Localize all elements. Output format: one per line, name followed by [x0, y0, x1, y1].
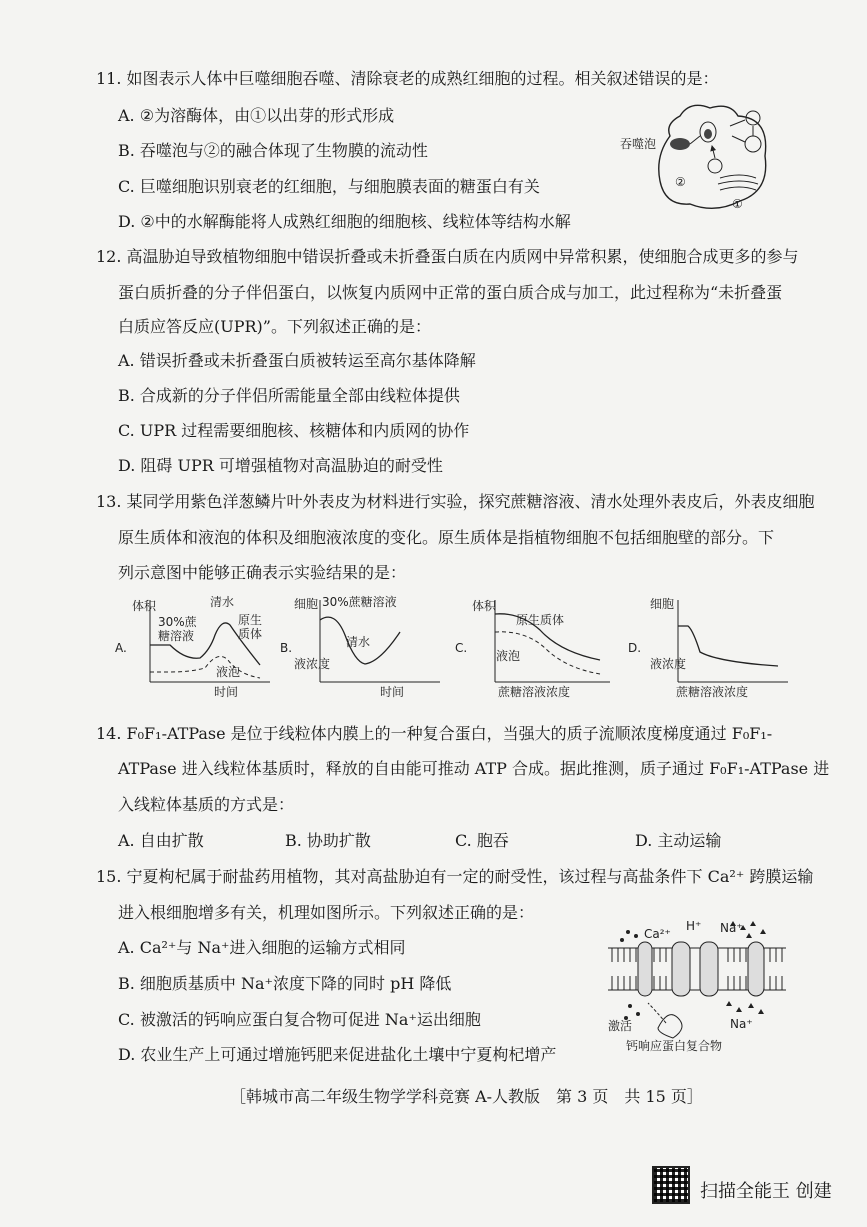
q14-option-c: C. 胞吞: [455, 831, 509, 850]
q15-stem-line-1: 15. 宁夏枸杞属于耐盐药用植物，其对高盐胁迫有一定的耐受性，该过程与高盐条件下 Ca²⁺ 跨膜运输: [96, 867, 814, 886]
page-footer: ［韩城市高二年级生物学学科竞赛 A-人教版 第 3 页 共 15 页］: [230, 1087, 703, 1106]
chart-c-xlabel: 蔗糖溶液浓度: [498, 685, 571, 699]
q14-stem-line-3: 入线粒体基质的方式是：: [118, 795, 295, 814]
q15-membrane-figure: [608, 918, 786, 1058]
q15-complex-label: 钙响应蛋白复合物: [626, 1039, 723, 1053]
chart-a-text-1: 30%蔗: [158, 615, 197, 629]
q12-stem-line-2: 蛋白质折叠的分子伴侣蛋白，以恢复内质网中正常的蛋白质合成与加工，此过程称为“未折叠蛋: [118, 283, 783, 302]
chart-c-letter: C.: [455, 641, 468, 655]
q15-na-top-label: Na⁺: [720, 921, 743, 935]
chart-a-text-3: 清水: [210, 595, 235, 609]
chart-d-ylabel-1: 细胞: [650, 597, 675, 611]
chart-a-text-6: 液泡: [216, 665, 241, 679]
scanner-watermark: 扫描全能王 创建: [700, 1181, 832, 1202]
chart-d-letter: D.: [628, 641, 642, 655]
q11-option-b: B. 吞噬泡与②的融合体现了生物膜的流动性: [118, 141, 428, 160]
chart-b-text-1: 30%蔗糖溶液: [322, 595, 397, 609]
q12-option-c: C. UPR 过程需要细胞核、核糖体和内质网的协作: [118, 421, 470, 440]
q11-label-2: ②: [675, 175, 686, 189]
q15-stem-line-2: 进入根细胞增多有关，机理如图所示。下列叙述正确的是：: [118, 903, 535, 922]
q15-option-b: B. 细胞质基质中 Na⁺浓度下降的同时 pH 降低: [118, 974, 452, 993]
chart-a-ylabel: 体积: [132, 599, 157, 613]
q15-activate-label: 激活: [608, 1019, 633, 1033]
q15-option-d: D. 农业生产上可通过增施钙肥来促进盐化土壤中宁夏枸杞增产: [118, 1045, 557, 1064]
q12-option-d: D. 阻碍 UPR 可增强植物对高温胁迫的耐受性: [118, 456, 443, 475]
q11-option-c: C. 巨噬细胞识别衰老的红细胞，与细胞膜表面的糖蛋白有关: [118, 177, 540, 196]
chart-a-xlabel: 时间: [214, 685, 239, 699]
q14-stem-line-2: ATPase 进入线粒体基质时，释放的自由能可推动 ATP 合成。据此推测，质子通过 F₀F₁-ATPase 进: [118, 759, 830, 778]
q13-chart-c: [450, 590, 620, 700]
chart-b-ylabel-1: 细胞: [294, 597, 319, 611]
q14-option-a: A. 自由扩散: [118, 831, 204, 850]
q13-chart-d: [628, 590, 798, 700]
chart-b-xlabel: 时间: [380, 685, 405, 699]
q15-na-bottom-label: Na⁺: [730, 1017, 753, 1031]
chart-d-xlabel: 蔗糖溶液浓度: [676, 685, 749, 699]
q13-stem-line-1: 13. 某同学用紫色洋葱鳞片叶外表皮为材料进行实验，探究蔗糖溶液、清水处理外表皮后，外表皮细胞: [96, 492, 815, 511]
chart-c-text-2: 液泡: [496, 649, 521, 663]
q13-stem-line-2: 原生质体和液泡的体积及细胞液浓度的变化。原生质体是指植物细胞不包括细胞壁的部分。下: [118, 528, 775, 547]
q15-option-c: C. 被激活的钙响应蛋白复合物可促进 Na⁺运出细胞: [118, 1010, 481, 1029]
q15-option-a: A. Ca²⁺与 Na⁺进入细胞的运输方式相同: [118, 938, 406, 957]
q13-chart-a: [110, 590, 280, 700]
q14-stem-line-1: 14. F₀F₁-ATPase 是位于线粒体内膜上的一种复合蛋白，当强大的质子流顺浓度梯度通过 F₀F₁-: [96, 724, 773, 743]
q13-chart-b: [280, 590, 450, 700]
chart-b-text-2: 清水: [346, 635, 371, 649]
chart-a-text-5: 质体: [238, 627, 263, 641]
q11-phagosome-label: 吞噬泡: [620, 137, 657, 151]
q13-stem-line-3: 列示意图中能够正确表示实验结果的是：: [118, 563, 407, 582]
q11-option-d: D. ②中的水解酶能将人成熟红细胞的细胞核、线粒体等结构水解: [118, 212, 571, 231]
chart-c-ylabel: 体积: [472, 599, 497, 613]
chart-b-letter: B.: [280, 641, 293, 655]
q15-h-label: H⁺: [686, 919, 702, 933]
chart-d-ylabel-2: 液浓度: [650, 657, 687, 671]
qr-code-icon: [652, 1166, 690, 1204]
chart-a-text-2: 糖溶液: [158, 629, 195, 643]
chart-c-text-1: 原生质体: [516, 613, 565, 627]
q11-stem: 11. 如图表示人体中巨噬细胞吞噬、清除衰老的成熟红细胞的过程。相关叙述错误的是：: [96, 69, 719, 88]
q12-stem-line-1: 12. 高温胁迫导致植物细胞中错误折叠或未折叠蛋白质在内质网中异常积累，使细胞合成更多的参与: [96, 247, 799, 266]
q11-macrophage-figure: [620, 96, 780, 216]
chart-b-ylabel-2: 液浓度: [294, 657, 331, 671]
q15-ca-label: Ca²⁺: [644, 927, 671, 941]
chart-a-letter: A.: [115, 641, 127, 655]
q12-option-b: B. 合成新的分子伴侣所需能量全部由线粒体提供: [118, 386, 460, 405]
q12-option-a: A. 错误折叠或未折叠蛋白质被转运至高尔基体降解: [118, 351, 476, 370]
q12-stem-line-3: 白质应答反应(UPR)”。下列叙述正确的是：: [118, 317, 431, 336]
q14-option-d: D. 主动运输: [635, 831, 722, 850]
q11-option-a: A. ②为溶酶体，由①以出芽的形式形成: [118, 106, 395, 125]
q11-label-1: ①: [732, 197, 743, 211]
q14-option-b: B. 协助扩散: [285, 831, 371, 850]
chart-a-text-4: 原生: [238, 613, 263, 627]
